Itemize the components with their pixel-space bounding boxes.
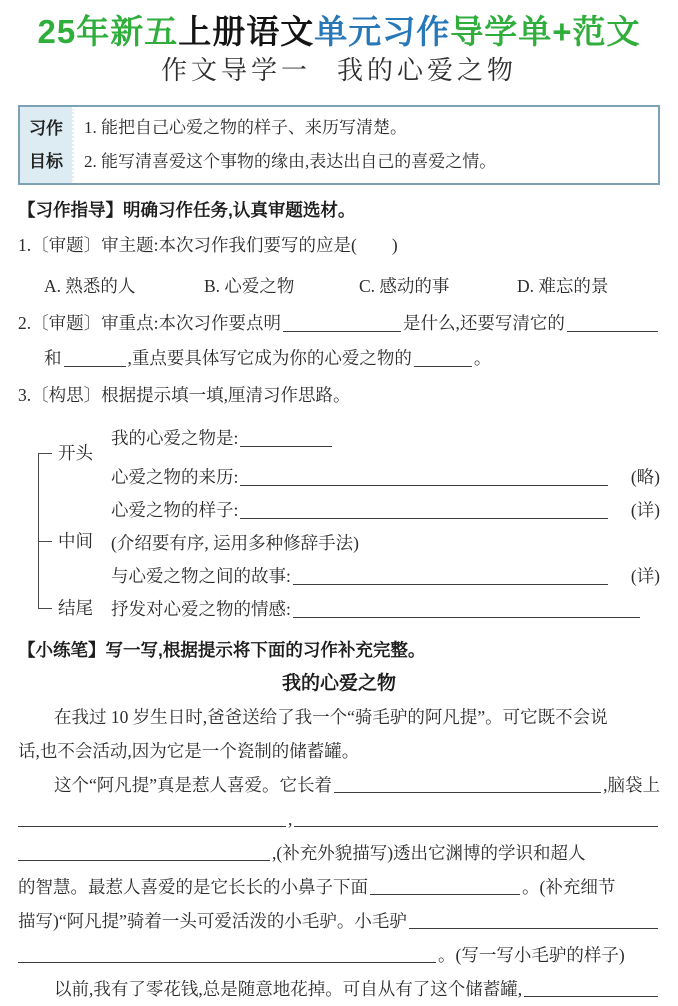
outline-rows [111, 422, 660, 626]
title-segment-green-2: 导学单+范文 [450, 13, 641, 50]
blank-line [414, 357, 472, 367]
outline-label-middle: 中间 [58, 531, 93, 551]
title-segment-blue: 单元习作 [314, 13, 451, 50]
essay-title: 我的心爱之物 [281, 673, 396, 694]
outline-row-3-label: 心爱之物的样子: [111, 500, 239, 520]
blank-line [293, 608, 640, 618]
guide-section-heading: 【习作指导】明确习作任务,认真审题选材。 [18, 200, 356, 220]
essay-text: ,脑袋上 [603, 775, 660, 795]
question-2-text-1: 2.〔审题〕审重点:本次习作要点明 [18, 313, 281, 333]
outline-row-4-text: (介绍要有序, 运用多种修辞手法) [111, 533, 359, 553]
question-2-line-2 [44, 342, 660, 375]
option-d: D. 难忘的景 [517, 276, 609, 296]
lesson-subtitle-right: 我的心爱之物 [337, 55, 518, 85]
practice-section-heading: 【小练笔】写一写,根据提示将下面的习作补充完整。 [18, 640, 426, 660]
essay-text: 的智慧。最惹人喜爱的是它长长的小鼻子下面 [18, 877, 368, 897]
question-2-text-5: 。 [473, 348, 492, 368]
page-title [0, 0, 678, 52]
blank-line [283, 322, 401, 332]
outline-row-4 [111, 527, 660, 560]
bracket-tick-middle [38, 541, 52, 542]
outline-row-3 [111, 494, 660, 527]
essay-text: 。(写一写小毛驴的样子) [438, 945, 625, 965]
outline-row-2 [111, 461, 660, 494]
lesson-subtitle [0, 52, 678, 88]
blank-line [293, 575, 608, 585]
essay-text: 这个“阿凡提”真是惹人喜爱。它长着 [54, 775, 333, 795]
outline-row-5-label: 与心爱之物之间的故事: [111, 566, 291, 586]
goal-item-1: 1. 能把自己心爱之物的样子、来历写清楚。 [84, 118, 407, 137]
blank-line [409, 919, 658, 929]
lesson-subtitle-left: 作文导学一 [160, 55, 311, 85]
blank-line [294, 817, 658, 827]
essay-text: 话,也不会活动,因为它是一个瓷制的储蓄罐。 [18, 741, 360, 761]
goal-label-line1: 习作 [29, 119, 63, 138]
goal-box-items [74, 107, 658, 183]
essay-paragraph-1-line-1 [18, 700, 660, 734]
essay-text: 以前,我有了零花钱,总是随意地花掉。可自从有了这个储蓄罐, [54, 979, 523, 999]
question-1-options [44, 270, 660, 303]
writing-goal-box [18, 105, 660, 185]
essay-paragraph-2-line-2 [18, 802, 660, 836]
blank-line [334, 783, 601, 793]
bracket-tick-top [38, 453, 52, 454]
essay-paragraph-3-line-1 [18, 972, 660, 1006]
essay-paragraph-1-line-2 [18, 734, 660, 768]
outline-row-5 [111, 560, 660, 593]
essay-text: , [288, 809, 293, 829]
essay-paragraph-2-line-5 [18, 904, 660, 938]
blank-line [567, 322, 658, 332]
blank-line [18, 953, 436, 963]
essay-text: 描写)“阿凡提”骑着一头可爱活泼的小毛驴。小毛驴 [18, 911, 407, 931]
essay-paragraph-2-line-1 [18, 768, 660, 802]
option-a: A. 熟悉的人 [44, 276, 136, 296]
title-segment-green-1: 25年新五 [37, 13, 179, 50]
bracket-vertical-line [38, 453, 39, 608]
question-2-text-3: 和 [44, 348, 62, 368]
outline-row-1-label: 我的心爱之物是: [111, 428, 239, 448]
essay-paragraph-2-line-4 [18, 870, 660, 904]
question-2-line-1 [18, 307, 660, 340]
outline-row-5-note: (详) [630, 566, 660, 586]
essay-text: 。(补充细节 [522, 877, 616, 897]
bracket-tick-bottom [38, 608, 52, 609]
blank-line [18, 851, 270, 861]
question-3: 3.〔构思〕根据提示填一填,厘清习作思路。 [18, 385, 351, 405]
outline-row-2-label: 心爱之物的来历: [111, 467, 239, 487]
blank-line [240, 509, 608, 519]
outline-row-1 [111, 422, 660, 455]
blank-line [64, 357, 126, 367]
option-b: B. 心爱之物 [204, 276, 295, 296]
question-2-text-4: ,重点要具体写它成为你的心爱之物的 [127, 348, 412, 368]
outline-row-6-label: 抒发对心爱之物的情感: [111, 599, 291, 619]
essay-text: 在我过 10 岁生日时,爸爸送给了我一个“骑毛驴的阿凡提”。可它既不会说 [54, 707, 608, 727]
outline-row-6 [111, 593, 660, 626]
blank-line [18, 817, 286, 827]
essay-paragraph-2-line-6 [18, 938, 660, 972]
essay-paragraph-2-line-3 [18, 836, 660, 870]
blank-line [524, 987, 658, 997]
title-segment-black: 上册语文 [178, 13, 315, 50]
outline-row-3-note: (详) [630, 500, 660, 520]
question-2-text-2: 是什么,还要写清它的 [403, 313, 565, 333]
essay-text: ,(补充外貌描写)透出它渊博的学识和超人 [272, 843, 586, 863]
outline-label-ending: 结尾 [58, 598, 93, 618]
practice-section [0, 634, 678, 1006]
question-1: 1.〔审题〕审主题:本次习作我们要写的应是( ) [18, 235, 398, 255]
outline-label-beginning: 开头 [58, 443, 93, 463]
outline-diagram [38, 422, 660, 622]
outline-row-2-note: (略) [630, 467, 660, 487]
blank-line [370, 885, 520, 895]
blank-line [240, 476, 608, 486]
goal-item-2: 2. 能写清喜爱这个事物的缘由,表达出自己的喜爱之情。 [84, 152, 497, 171]
blank-line [240, 437, 332, 447]
goal-box-label [20, 107, 74, 183]
goal-label-line2: 目标 [29, 152, 63, 171]
option-c: C. 感动的事 [359, 276, 450, 296]
